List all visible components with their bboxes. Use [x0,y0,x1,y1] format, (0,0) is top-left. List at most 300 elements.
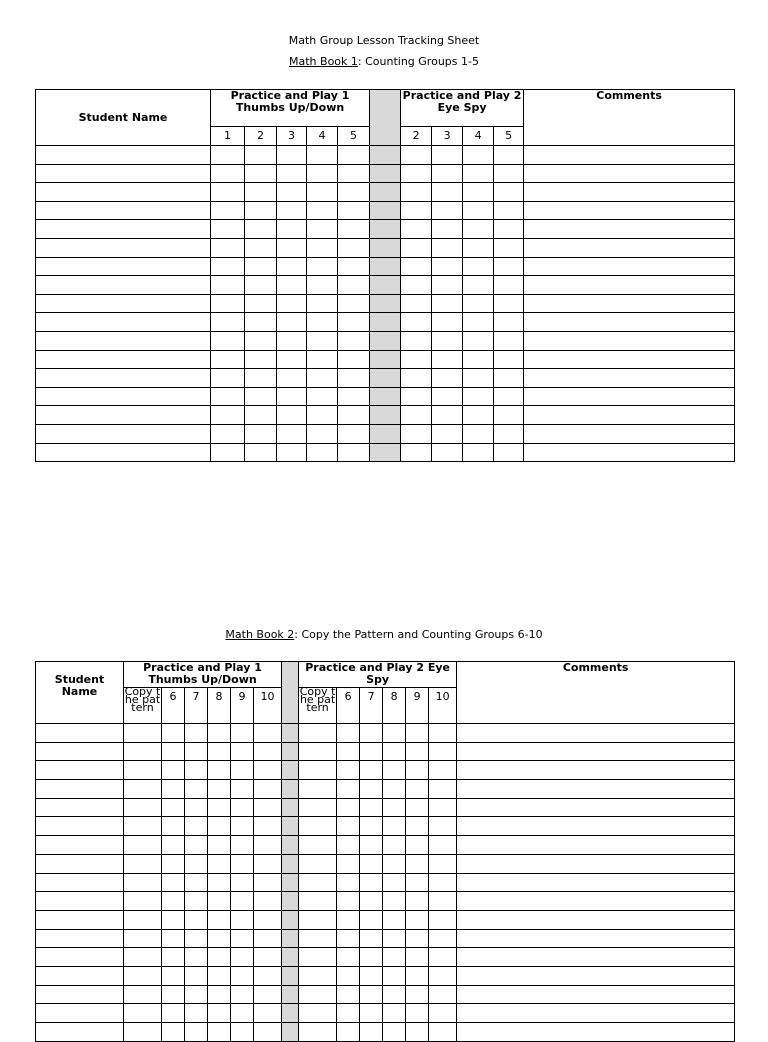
entry-cell[interactable] [457,836,735,855]
entry-cell[interactable] [406,780,429,799]
entry-cell[interactable] [401,424,432,443]
entry-cell[interactable] [245,164,277,183]
entry-cell[interactable] [337,780,360,799]
entry-cell[interactable] [360,929,383,948]
entry-cell[interactable] [360,761,383,780]
entry-cell[interactable] [277,257,307,276]
entry-cell[interactable] [457,985,735,1004]
entry-cell[interactable] [185,854,208,873]
entry-cell[interactable] [36,387,211,406]
entry-cell[interactable] [337,724,360,743]
entry-cell[interactable] [383,892,406,911]
entry-cell[interactable] [360,836,383,855]
entry-cell[interactable] [254,1004,282,1023]
entry-cell[interactable] [36,369,211,388]
entry-cell[interactable] [277,164,307,183]
entry-cell[interactable] [338,406,370,425]
entry-cell[interactable] [429,985,457,1004]
entry-cell[interactable] [208,836,231,855]
entry-cell[interactable] [307,313,338,332]
entry-cell[interactable] [36,742,124,761]
entry-cell[interactable] [277,369,307,388]
entry-cell[interactable] [338,443,370,462]
entry-cell[interactable] [307,331,338,350]
entry-cell[interactable] [36,220,211,239]
entry-cell[interactable] [383,929,406,948]
entry-cell[interactable] [208,892,231,911]
entry-cell[interactable] [208,910,231,929]
entry-cell[interactable] [524,387,735,406]
entry-cell[interactable] [337,985,360,1004]
entry-cell[interactable] [524,276,735,295]
entry-cell[interactable] [457,854,735,873]
entry-cell[interactable] [36,929,124,948]
entry-cell[interactable] [401,276,432,295]
entry-cell[interactable] [406,836,429,855]
entry-cell[interactable] [463,294,494,313]
entry-cell[interactable] [124,817,162,836]
entry-cell[interactable] [360,742,383,761]
entry-cell[interactable] [185,910,208,929]
entry-cell[interactable] [208,985,231,1004]
entry-cell[interactable] [36,350,211,369]
entry-cell[interactable] [383,798,406,817]
entry-cell[interactable] [185,966,208,985]
entry-cell[interactable] [338,294,370,313]
entry-cell[interactable] [277,406,307,425]
entry-cell[interactable] [124,1023,162,1042]
entry-cell[interactable] [457,742,735,761]
entry-cell[interactable] [432,369,463,388]
entry-cell[interactable] [185,836,208,855]
entry-cell[interactable] [401,369,432,388]
entry-cell[interactable] [432,350,463,369]
entry-cell[interactable] [211,406,245,425]
entry-cell[interactable] [360,798,383,817]
entry-cell[interactable] [211,164,245,183]
entry-cell[interactable] [494,220,524,239]
entry-cell[interactable] [337,742,360,761]
entry-cell[interactable] [406,966,429,985]
entry-cell[interactable] [401,183,432,202]
entry-cell[interactable] [360,817,383,836]
entry-cell[interactable] [524,406,735,425]
entry-cell[interactable] [360,1023,383,1042]
entry-cell[interactable] [401,443,432,462]
entry-cell[interactable] [162,854,185,873]
entry-cell[interactable] [383,966,406,985]
entry-cell[interactable] [36,164,211,183]
entry-cell[interactable] [307,201,338,220]
entry-cell[interactable] [463,369,494,388]
entry-cell[interactable] [36,146,211,165]
entry-cell[interactable] [360,948,383,967]
entry-cell[interactable] [231,892,254,911]
entry-cell[interactable] [432,201,463,220]
entry-cell[interactable] [429,892,457,911]
entry-cell[interactable] [524,294,735,313]
entry-cell[interactable] [337,948,360,967]
entry-cell[interactable] [254,761,282,780]
entry-cell[interactable] [299,1023,337,1042]
entry-cell[interactable] [162,798,185,817]
entry-cell[interactable] [494,331,524,350]
entry-cell[interactable] [185,892,208,911]
entry-cell[interactable] [406,910,429,929]
entry-cell[interactable] [494,294,524,313]
entry-cell[interactable] [524,313,735,332]
entry-cell[interactable] [185,1004,208,1023]
entry-cell[interactable] [185,929,208,948]
entry-cell[interactable] [307,146,338,165]
entry-cell[interactable] [36,313,211,332]
entry-cell[interactable] [338,424,370,443]
entry-cell[interactable] [383,873,406,892]
entry-cell[interactable] [401,238,432,257]
entry-cell[interactable] [185,948,208,967]
entry-cell[interactable] [463,201,494,220]
entry-cell[interactable] [338,387,370,406]
entry-cell[interactable] [36,948,124,967]
entry-cell[interactable] [211,350,245,369]
entry-cell[interactable] [401,331,432,350]
entry-cell[interactable] [429,966,457,985]
entry-cell[interactable] [36,424,211,443]
entry-cell[interactable] [383,985,406,1004]
entry-cell[interactable] [338,257,370,276]
entry-cell[interactable] [463,387,494,406]
entry-cell[interactable] [524,146,735,165]
entry-cell[interactable] [231,929,254,948]
entry-cell[interactable] [463,313,494,332]
entry-cell[interactable] [36,910,124,929]
entry-cell[interactable] [254,948,282,967]
entry-cell[interactable] [337,817,360,836]
entry-cell[interactable] [299,985,337,1004]
entry-cell[interactable] [432,146,463,165]
entry-cell[interactable] [524,443,735,462]
entry-cell[interactable] [432,276,463,295]
entry-cell[interactable] [429,742,457,761]
entry-cell[interactable] [457,910,735,929]
entry-cell[interactable] [383,817,406,836]
entry-cell[interactable] [124,854,162,873]
entry-cell[interactable] [254,892,282,911]
entry-cell[interactable] [277,183,307,202]
entry-cell[interactable] [494,387,524,406]
entry-cell[interactable] [524,201,735,220]
entry-cell[interactable] [337,854,360,873]
entry-cell[interactable] [406,1023,429,1042]
entry-cell[interactable] [162,817,185,836]
entry-cell[interactable] [307,276,338,295]
entry-cell[interactable] [245,201,277,220]
entry-cell[interactable] [337,798,360,817]
entry-cell[interactable] [463,183,494,202]
entry-cell[interactable] [124,761,162,780]
entry-cell[interactable] [307,387,338,406]
entry-cell[interactable] [360,780,383,799]
entry-cell[interactable] [338,369,370,388]
entry-cell[interactable] [524,350,735,369]
entry-cell[interactable] [401,220,432,239]
entry-cell[interactable] [360,854,383,873]
entry-cell[interactable] [124,985,162,1004]
entry-cell[interactable] [463,331,494,350]
entry-cell[interactable] [211,183,245,202]
entry-cell[interactable] [185,1023,208,1042]
entry-cell[interactable] [245,276,277,295]
entry-cell[interactable] [463,220,494,239]
entry-cell[interactable] [463,350,494,369]
entry-cell[interactable] [36,1004,124,1023]
entry-cell[interactable] [185,761,208,780]
entry-cell[interactable] [338,201,370,220]
entry-cell[interactable] [432,387,463,406]
entry-cell[interactable] [162,948,185,967]
entry-cell[interactable] [494,201,524,220]
entry-cell[interactable] [277,146,307,165]
entry-cell[interactable] [185,985,208,1004]
entry-cell[interactable] [524,369,735,388]
entry-cell[interactable] [360,966,383,985]
entry-cell[interactable] [524,331,735,350]
entry-cell[interactable] [338,313,370,332]
entry-cell[interactable] [307,257,338,276]
entry-cell[interactable] [124,910,162,929]
entry-cell[interactable] [338,350,370,369]
entry-cell[interactable] [185,873,208,892]
entry-cell[interactable] [337,929,360,948]
entry-cell[interactable] [162,892,185,911]
entry-cell[interactable] [406,798,429,817]
entry-cell[interactable] [463,443,494,462]
entry-cell[interactable] [360,1004,383,1023]
entry-cell[interactable] [494,257,524,276]
entry-cell[interactable] [36,873,124,892]
entry-cell[interactable] [338,183,370,202]
entry-cell[interactable] [208,724,231,743]
entry-cell[interactable] [299,817,337,836]
entry-cell[interactable] [36,331,211,350]
entry-cell[interactable] [245,183,277,202]
entry-cell[interactable] [254,742,282,761]
entry-cell[interactable] [245,387,277,406]
entry-cell[interactable] [299,724,337,743]
entry-cell[interactable] [457,798,735,817]
entry-cell[interactable] [254,798,282,817]
entry-cell[interactable] [299,892,337,911]
entry-cell[interactable] [299,948,337,967]
entry-cell[interactable] [429,1023,457,1042]
entry-cell[interactable] [36,724,124,743]
entry-cell[interactable] [406,873,429,892]
entry-cell[interactable] [463,276,494,295]
entry-cell[interactable] [162,836,185,855]
entry-cell[interactable] [457,724,735,743]
entry-cell[interactable] [406,817,429,836]
entry-cell[interactable] [401,164,432,183]
entry-cell[interactable] [211,387,245,406]
entry-cell[interactable] [524,220,735,239]
entry-cell[interactable] [245,424,277,443]
entry-cell[interactable] [245,369,277,388]
entry-cell[interactable] [245,331,277,350]
entry-cell[interactable] [494,276,524,295]
entry-cell[interactable] [277,350,307,369]
entry-cell[interactable] [231,1004,254,1023]
entry-cell[interactable] [432,220,463,239]
entry-cell[interactable] [208,1023,231,1042]
entry-cell[interactable] [406,724,429,743]
entry-cell[interactable] [124,966,162,985]
entry-cell[interactable] [401,201,432,220]
entry-cell[interactable] [254,1023,282,1042]
entry-cell[interactable] [36,817,124,836]
entry-cell[interactable] [307,443,338,462]
entry-cell[interactable] [36,276,211,295]
entry-cell[interactable] [162,742,185,761]
entry-cell[interactable] [211,424,245,443]
entry-cell[interactable] [457,966,735,985]
entry-cell[interactable] [124,742,162,761]
entry-cell[interactable] [231,948,254,967]
entry-cell[interactable] [463,424,494,443]
entry-cell[interactable] [337,1004,360,1023]
entry-cell[interactable] [383,780,406,799]
entry-cell[interactable] [494,313,524,332]
entry-cell[interactable] [277,443,307,462]
entry-cell[interactable] [254,854,282,873]
entry-cell[interactable] [254,724,282,743]
entry-cell[interactable] [299,1004,337,1023]
entry-cell[interactable] [231,1023,254,1042]
entry-cell[interactable] [524,183,735,202]
entry-cell[interactable] [337,1023,360,1042]
entry-cell[interactable] [36,892,124,911]
entry-cell[interactable] [383,761,406,780]
entry-cell[interactable] [432,443,463,462]
entry-cell[interactable] [432,406,463,425]
entry-cell[interactable] [338,220,370,239]
entry-cell[interactable] [401,350,432,369]
entry-cell[interactable] [36,761,124,780]
entry-cell[interactable] [383,854,406,873]
entry-cell[interactable] [208,798,231,817]
entry-cell[interactable] [524,257,735,276]
entry-cell[interactable] [231,910,254,929]
entry-cell[interactable] [524,164,735,183]
entry-cell[interactable] [494,406,524,425]
entry-cell[interactable] [211,220,245,239]
entry-cell[interactable] [231,780,254,799]
entry-cell[interactable] [494,424,524,443]
entry-cell[interactable] [277,424,307,443]
entry-cell[interactable] [277,313,307,332]
entry-cell[interactable] [307,183,338,202]
entry-cell[interactable] [36,966,124,985]
entry-cell[interactable] [429,817,457,836]
entry-cell[interactable] [457,817,735,836]
entry-cell[interactable] [299,761,337,780]
entry-cell[interactable] [36,798,124,817]
entry-cell[interactable] [429,780,457,799]
entry-cell[interactable] [429,854,457,873]
entry-cell[interactable] [307,294,338,313]
entry-cell[interactable] [36,406,211,425]
entry-cell[interactable] [338,238,370,257]
entry-cell[interactable] [406,1004,429,1023]
entry-cell[interactable] [337,910,360,929]
entry-cell[interactable] [211,313,245,332]
entry-cell[interactable] [208,761,231,780]
entry-cell[interactable] [254,836,282,855]
entry-cell[interactable] [299,910,337,929]
entry-cell[interactable] [299,836,337,855]
entry-cell[interactable] [494,350,524,369]
entry-cell[interactable] [124,836,162,855]
entry-cell[interactable] [124,892,162,911]
entry-cell[interactable] [406,985,429,1004]
entry-cell[interactable] [254,929,282,948]
entry-cell[interactable] [208,966,231,985]
entry-cell[interactable] [360,892,383,911]
entry-cell[interactable] [254,985,282,1004]
entry-cell[interactable] [231,724,254,743]
entry-cell[interactable] [277,276,307,295]
entry-cell[interactable] [383,948,406,967]
entry-cell[interactable] [432,238,463,257]
entry-cell[interactable] [208,854,231,873]
entry-cell[interactable] [337,873,360,892]
entry-cell[interactable] [36,294,211,313]
entry-cell[interactable] [524,424,735,443]
entry-cell[interactable] [307,406,338,425]
entry-cell[interactable] [185,817,208,836]
entry-cell[interactable] [124,798,162,817]
entry-cell[interactable] [277,220,307,239]
entry-cell[interactable] [124,780,162,799]
entry-cell[interactable] [124,929,162,948]
entry-cell[interactable] [162,1004,185,1023]
entry-cell[interactable] [185,798,208,817]
entry-cell[interactable] [337,966,360,985]
entry-cell[interactable] [463,257,494,276]
entry-cell[interactable] [463,406,494,425]
entry-cell[interactable] [36,985,124,1004]
entry-cell[interactable] [429,798,457,817]
entry-cell[interactable] [231,966,254,985]
entry-cell[interactable] [231,742,254,761]
entry-cell[interactable] [208,1004,231,1023]
entry-cell[interactable] [494,238,524,257]
entry-cell[interactable] [245,313,277,332]
entry-cell[interactable] [299,798,337,817]
entry-cell[interactable] [245,406,277,425]
entry-cell[interactable] [36,836,124,855]
entry-cell[interactable] [124,948,162,967]
entry-cell[interactable] [338,164,370,183]
entry-cell[interactable] [360,910,383,929]
entry-cell[interactable] [162,724,185,743]
entry-cell[interactable] [457,929,735,948]
entry-cell[interactable] [254,910,282,929]
entry-cell[interactable] [277,294,307,313]
entry-cell[interactable] [36,257,211,276]
entry-cell[interactable] [307,424,338,443]
entry-cell[interactable] [162,1023,185,1042]
entry-cell[interactable] [432,164,463,183]
